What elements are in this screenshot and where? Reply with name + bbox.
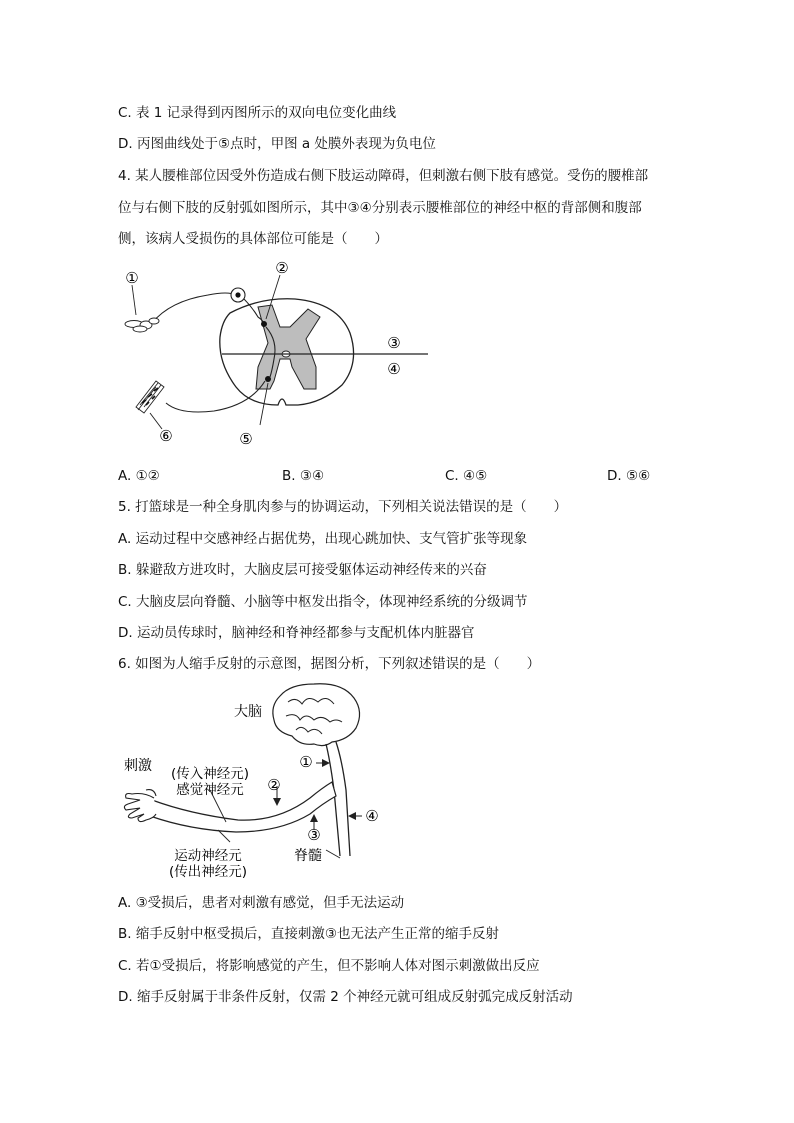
q6-stem: 6. 如图为人缩手反射的示意图，据图分析，下列叙述错误的是（ ）	[118, 656, 541, 672]
label-sensory-neuron: 感觉神经元	[176, 782, 244, 798]
label-1: ①	[125, 269, 139, 287]
receptor-icon	[125, 318, 159, 332]
label-afferent: (传入神经元)	[170, 766, 250, 782]
q6-withdrawal-reflex-figure	[110, 680, 400, 885]
brain-icon	[273, 684, 360, 746]
q4-option-c: C. ④⑤	[445, 468, 488, 484]
q3-option-c: C. 表 1 记录得到丙图所示的双向电位变化曲线	[118, 105, 397, 121]
q4-option-b: B. ③④	[282, 468, 325, 484]
label-4: ④	[387, 360, 401, 378]
label-5: ⑤	[239, 430, 253, 448]
effector-muscle-icon	[136, 381, 164, 413]
label-motor-neuron: 运动神经元	[174, 848, 242, 864]
q5-option-d: D. 运动员传球时，脑神经和脊神经都参与支配机体内脏器官	[118, 625, 475, 641]
q4-stem-line3: 侧，该病人受损伤的具体部位可能是（ ）	[118, 231, 388, 247]
motor-neuron-body	[265, 376, 271, 382]
q5-stem: 5. 打篮球是一种全身肌肉参与的协调运动，下列相关说法错误的是（ ）	[118, 499, 568, 515]
q6-option-b: B. 缩手反射中枢受损后，直接刺激③也无法产生正常的缩手反射	[118, 926, 499, 942]
q5-option-b: B. 躲避敌方进攻时，大脑皮层可接受躯体运动神经传来的兴奋	[118, 562, 487, 578]
q6-option-a: A. ③受损后，患者对刺激有感觉，但手无法运动	[118, 895, 405, 911]
q4-option-d: D. ⑤⑥	[607, 468, 651, 484]
label-n3: ③	[307, 826, 321, 844]
label-2: ②	[275, 259, 289, 277]
label-3: ③	[387, 334, 401, 352]
q5-option-a: A. 运动过程中交感神经占据优势，出现心跳加快、支气管扩张等现象	[118, 531, 528, 547]
q6-option-d: D. 缩手反射属于非条件反射，仅需 2 个神经元就可组成反射弧完成反射活动	[118, 989, 573, 1005]
label-n2: ②	[267, 776, 281, 794]
label-brain: 大脑	[234, 704, 262, 720]
q4-option-a: A. ①②	[118, 468, 160, 484]
label-6: ⑥	[159, 427, 173, 445]
q4-stem-line2: 位与右侧下肢的反射弧如图所示，其中③④分别表示腰椎部位的神经中枢的背部侧和腹部	[118, 200, 642, 216]
label-n1: ①	[299, 753, 313, 771]
q4-stem-line1: 4. 某人腰椎部位因受外伤造成右侧下肢运动障碍，但刺激右侧下肢有感觉。受伤的腰椎部	[118, 168, 649, 184]
q4-reflex-arc-figure	[110, 255, 430, 455]
label-efferent: (传出神经元)	[168, 864, 248, 880]
label-stimulus: 刺激	[124, 758, 152, 774]
hand-icon	[124, 790, 156, 822]
q5-option-c: C. 大脑皮层向脊髓、小脑等中枢发出指令，体现神经系统的分级调节	[118, 594, 528, 610]
q3-option-d: D. 丙图曲线处于⑤点时，甲图 a 处膜外表现为负电位	[118, 136, 436, 152]
label-n4: ④	[365, 807, 379, 825]
label-spinal-cord: 脊髓	[294, 848, 322, 864]
q6-option-c: C. 若①受损后，将影响感觉的产生，但不影响人体对图示刺激做出反应	[118, 958, 540, 974]
interneuron-body	[261, 321, 267, 327]
